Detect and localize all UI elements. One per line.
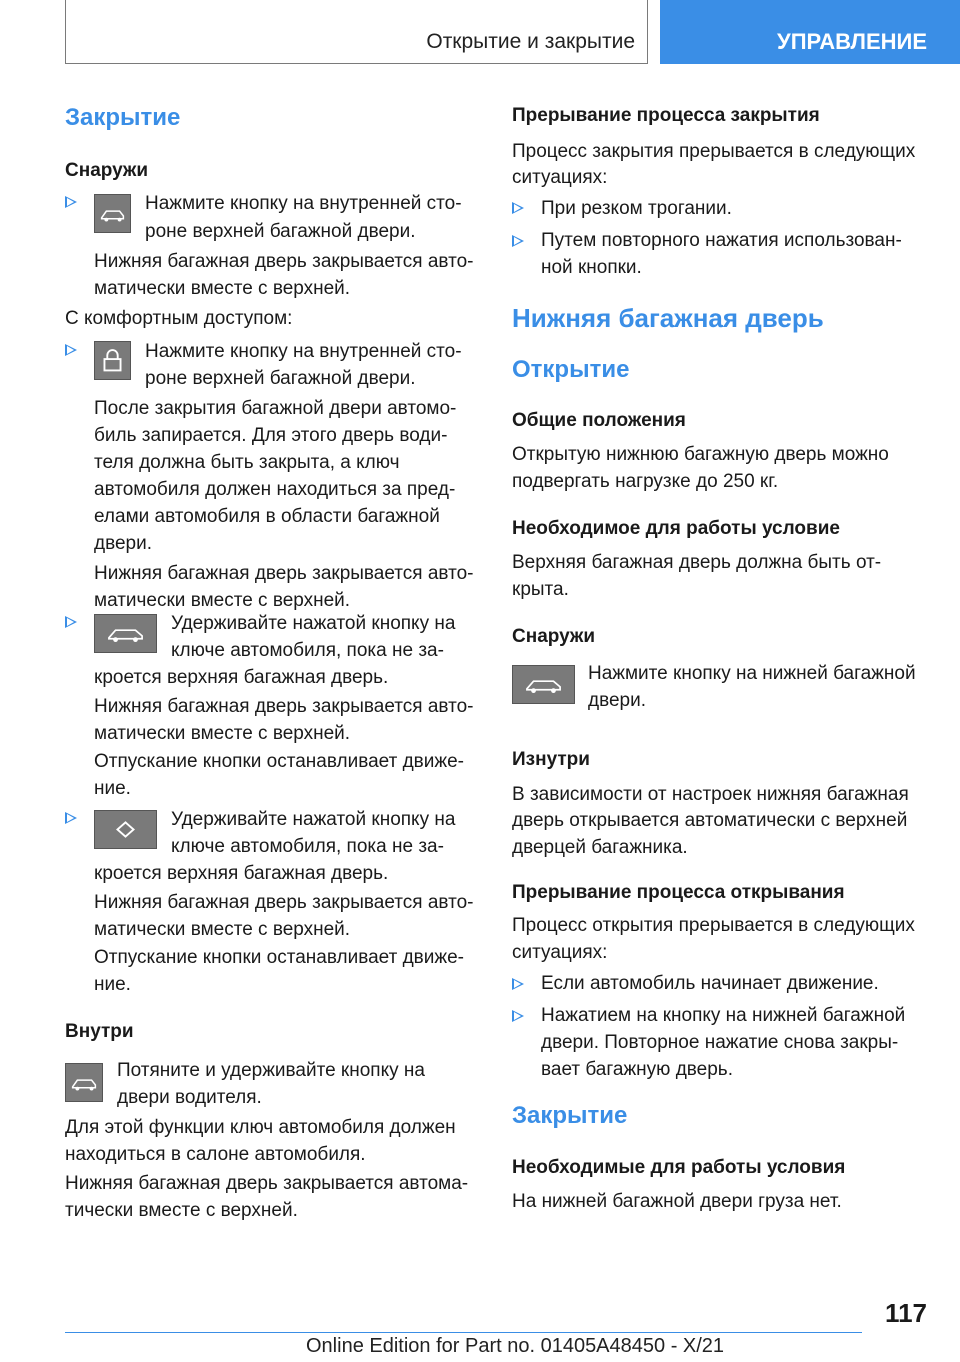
- b2-para2-l1: Нижняя багажная дверь закрывается авто-: [94, 563, 474, 584]
- conditions-l1: На нижней багажной двери груза нет.: [512, 1191, 842, 1212]
- b3-line2: ключе автомобиля, пока не за-: [171, 640, 444, 661]
- b3-para2-l1: Отпускание кнопки останавливает движе-: [94, 751, 464, 772]
- heading-interrupt-opening: Прерывание процесса открывания: [512, 882, 845, 903]
- inside-right-l1: В зависимости от настроек нижняя багажная: [512, 784, 909, 805]
- general-l2: подвергать нагрузке до 250 кг.: [512, 471, 779, 492]
- page-number: 117: [885, 1298, 927, 1328]
- key-tailgate-button-icon: [94, 614, 157, 653]
- bullet-triangle-icon: [512, 1010, 524, 1022]
- b2-para1-l2: биль запирается. Для этого дверь води-: [94, 425, 448, 446]
- b3-para2-l2: ние.: [94, 778, 131, 799]
- ic-bullet2-l2: ной кнопки.: [541, 257, 642, 278]
- inside-line1: Потяните и удерживайте кнопку на: [117, 1060, 425, 1081]
- heading-closing: Закрытие: [65, 104, 181, 131]
- bullet-triangle-icon: [512, 235, 524, 247]
- outside-l2: двери.: [588, 690, 646, 711]
- b3-line3: кроется верхняя багажная дверь.: [94, 667, 389, 688]
- b4-para1-l1: Нижняя багажная дверь закрывается авто-: [94, 892, 474, 913]
- heading-conditions: Необходимые для работы условия: [512, 1157, 846, 1178]
- footer-divider: [65, 1332, 862, 1333]
- b2-para1-l1: После закрытия багажной двери автомо-: [94, 398, 457, 419]
- b3-line1: Удерживайте нажатой кнопку на: [171, 613, 456, 634]
- heading-interrupt-closing: Прерывание процесса закрытия: [512, 105, 820, 126]
- bullet-triangle-icon: [65, 812, 77, 824]
- heading-outside: Снаружи: [65, 160, 149, 181]
- edition-footer: Online Edition for Part no. 01405A48450 - X/21: [306, 1335, 725, 1357]
- b4-para2-l1: Отпускание кнопки останавливает движе-: [94, 947, 464, 968]
- heading-condition: Необходимое для работы условие: [512, 518, 840, 539]
- bullet-triangle-icon: [65, 344, 77, 356]
- chapter-title: УПРАВЛЕНИЕ: [777, 29, 927, 54]
- b3-para1-l2: матически вместе с верхней.: [94, 723, 351, 744]
- b3-para1-l1: Нижняя багажная дверь закрывается авто-: [94, 696, 474, 717]
- b4-para2-l2: ние.: [94, 974, 131, 995]
- inside-right-l3: дверцей багажника.: [512, 837, 688, 858]
- b1-line2: роне верхней багажной двери.: [145, 221, 416, 242]
- condition-l2: крыта.: [512, 579, 569, 600]
- condition-l1: Верхняя багажная дверь должна быть от-: [512, 552, 882, 573]
- heading-inside-right: Изнутри: [512, 749, 590, 770]
- lock-button-icon: [94, 341, 131, 380]
- b2-para2-l2: матически вместе с верхней.: [94, 590, 351, 611]
- inside-para1-l2: находиться в салоне автомобиля.: [65, 1144, 366, 1165]
- inside-line2: двери водителя.: [117, 1087, 262, 1108]
- b1-para-l1: Нижняя багажная дверь закрывается авто-: [94, 251, 474, 272]
- b2-para1-l5: елами автомобиля в области багажной: [94, 506, 440, 527]
- inside-para1-l1: Для этой функции ключ автомобиля должен: [65, 1117, 456, 1138]
- io-bullet2-l1: Нажатием на кнопку на нижней багажной: [541, 1005, 906, 1026]
- comfort-access-label: С комфортным доступом:: [65, 308, 293, 329]
- io-para-l2: ситуациях:: [512, 942, 608, 963]
- heading-inside: Внутри: [65, 1021, 134, 1042]
- bullet-triangle-icon: [512, 978, 524, 990]
- b4-line2: ключе автомобиля, пока не за-: [171, 836, 444, 857]
- lower-tailgate-button-icon: [512, 665, 575, 704]
- heading-closing-right: Закрытие: [512, 1102, 628, 1129]
- bullet-triangle-icon: [65, 196, 77, 208]
- heading-opening: Открытие: [512, 356, 630, 383]
- key-diamond-button-icon: [94, 810, 157, 849]
- chapter-tab: [660, 0, 960, 64]
- inside-para2-l1: Нижняя багажная дверь закрывается автома-: [65, 1173, 469, 1194]
- b4-line3: кроется верхняя багажная дверь.: [94, 863, 389, 884]
- heading-general: Общие положения: [512, 410, 686, 431]
- b1-line1: Нажмите кнопку на внутренней сто-: [145, 193, 462, 214]
- b2-para1-l3: теля должна быть закрыта, а ключ: [94, 452, 400, 473]
- b2-line1: Нажмите кнопку на внутренней сто-: [145, 341, 462, 362]
- bullet-triangle-icon: [512, 202, 524, 214]
- driver-door-button-icon: [65, 1063, 103, 1102]
- bullet-triangle-icon: [65, 616, 77, 628]
- b4-para1-l2: матически вместе с верхней.: [94, 919, 351, 940]
- b1-para-l2: матически вместе с верхней.: [94, 278, 351, 299]
- outside-l1: Нажмите кнопку на нижней багажной: [588, 663, 916, 684]
- ic-bullet2-l1: Путем повторного нажатия использован-: [541, 230, 902, 251]
- ic-para-l2: ситуациях:: [512, 167, 608, 188]
- header-section-box: [65, 0, 648, 64]
- ic-para-l1: Процесс закрытия прерывается в следующих: [512, 141, 916, 162]
- b2-para1-l6: двери.: [94, 533, 152, 554]
- heading-lower-tailgate: Нижняя багажная дверь: [512, 303, 824, 333]
- tailgate-button-icon: [94, 194, 131, 233]
- io-bullet2-l2: двери. Повторное нажатие снова закры-: [541, 1032, 899, 1053]
- io-para-l1: Процесс открытия прерывается в следующих: [512, 915, 915, 936]
- b2-para1-l4: автомобиля должен находиться за пред-: [94, 479, 456, 500]
- ic-bullet1: При резком трогании.: [541, 198, 732, 219]
- inside-para2-l2: тически вместе с верхней.: [65, 1200, 298, 1221]
- inside-right-l2: дверь открывается автоматически с верхней: [512, 810, 908, 831]
- general-l1: Открытую нижнюю багажную дверь можно: [512, 444, 889, 465]
- b2-line2: роне верхней багажной двери.: [145, 368, 416, 389]
- heading-outside-right: Снаружи: [512, 626, 596, 647]
- io-bullet2-l3: вает багажную дверь.: [541, 1059, 733, 1080]
- section-title: Открытие и закрытие: [426, 30, 635, 53]
- io-bullet1: Если автомобиль начинает движение.: [541, 973, 879, 994]
- b4-line1: Удерживайте нажатой кнопку на: [171, 809, 456, 830]
